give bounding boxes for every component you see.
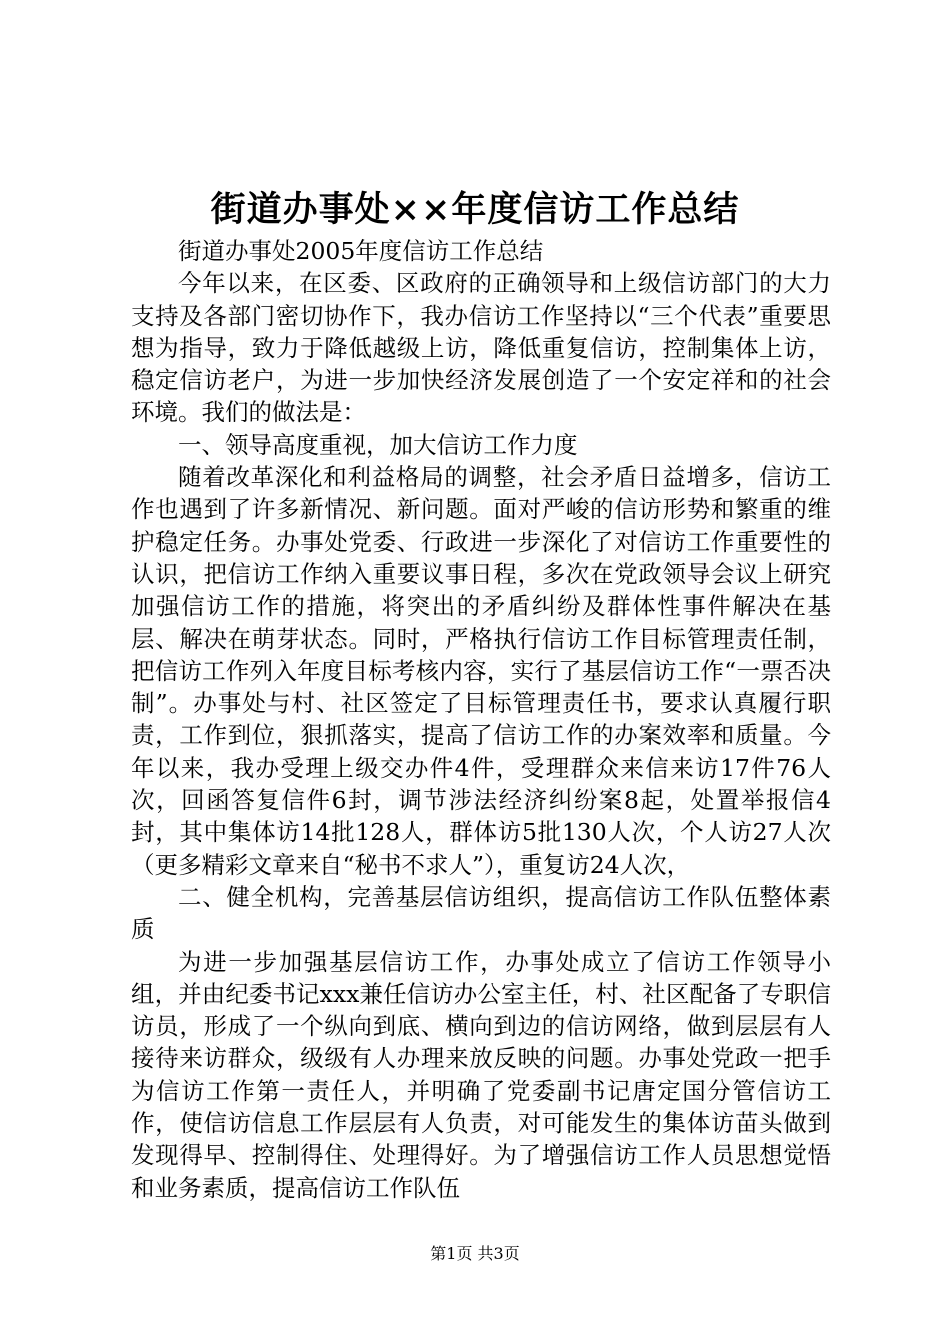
page-number-footer: 第1页 共3页 xyxy=(430,1244,520,1263)
document-title: 街道办事处××年度信访工作总结 xyxy=(210,189,740,230)
section-heading-2: 二、健全机构，完善基层信访组织，提高信访工作队伍整体素质 xyxy=(131,882,831,944)
section-1-paragraph: 随着改革深化和利益格局的调整，社会矛盾日益增多，信访工作也遇到了许多新情况、新问题。面对严峻的信访形势和繁重的维护稳定任务。办事处党委、行政进一步深化了对信访工作重要性的认识，把信访工作纳入重要议事日程，多次在党政领导会议上研究加强信访工作的措施，将突出的矛盾纠纷及群体性事件解决在基层、解决在萌芽状态。同时，严格执行信访工作目标管理责任制，把信访工作列入年度目标考核内容，实行了基层信访工作“一票否决制”。办事处与村、社区签定了目标管理责任书，要求认真履行职责，工作到位，狠抓落实，提高了信访工作的办案效率和质量。今年以来，我办受理上级交办件4件，受理群众来信来访17件76人次，回函答复信件6封，调节涉法经济纠纷案8起，处置举报信4封，其中集体访14批128人，群体访5批130人次，个人访27人次（更多精彩文章来自“秘书不求人”），重复访24人次， xyxy=(131,463,831,879)
intro-paragraph: 今年以来，在区委、区政府的正确领导和上级信访部门的大力支持及各部门密切协作下，我办信访工作坚持以“三个代表”重要思想为指导，致力于降低越级上访，降低重复信访，控制集体上访，稳定信访老户，为进一步加快经济发展创造了一个安定祥和的社会环境。我们的做法是： xyxy=(131,269,831,427)
section-2-paragraph: 为进一步加强基层信访工作，办事处成立了信访工作领导小组，并由纪委书记xxx兼任信访办公室主任，村、社区配备了专职信访员，形成了一个纵向到底、横向到边的信访网络，做到层层有人接待来访群众，级级有人办理来放反映的问题。办事处党政一把手为信访工作第一责任人，并明确了党委副书记唐定国分管信访工作，使信访信息工作层层有人负责，对可能发生的集体访苗头做到发现得早、控制得住、处理得好。为了增强信访工作人员思想觉悟和业务素质，提高信访工作队伍 xyxy=(131,947,831,1202)
section-heading-1: 一、领导高度重视，加大信访工作力度 xyxy=(178,430,578,459)
subtitle-paragraph: 街道办事处2005年度信访工作总结 xyxy=(178,237,544,265)
document-body xyxy=(131,235,831,1204)
